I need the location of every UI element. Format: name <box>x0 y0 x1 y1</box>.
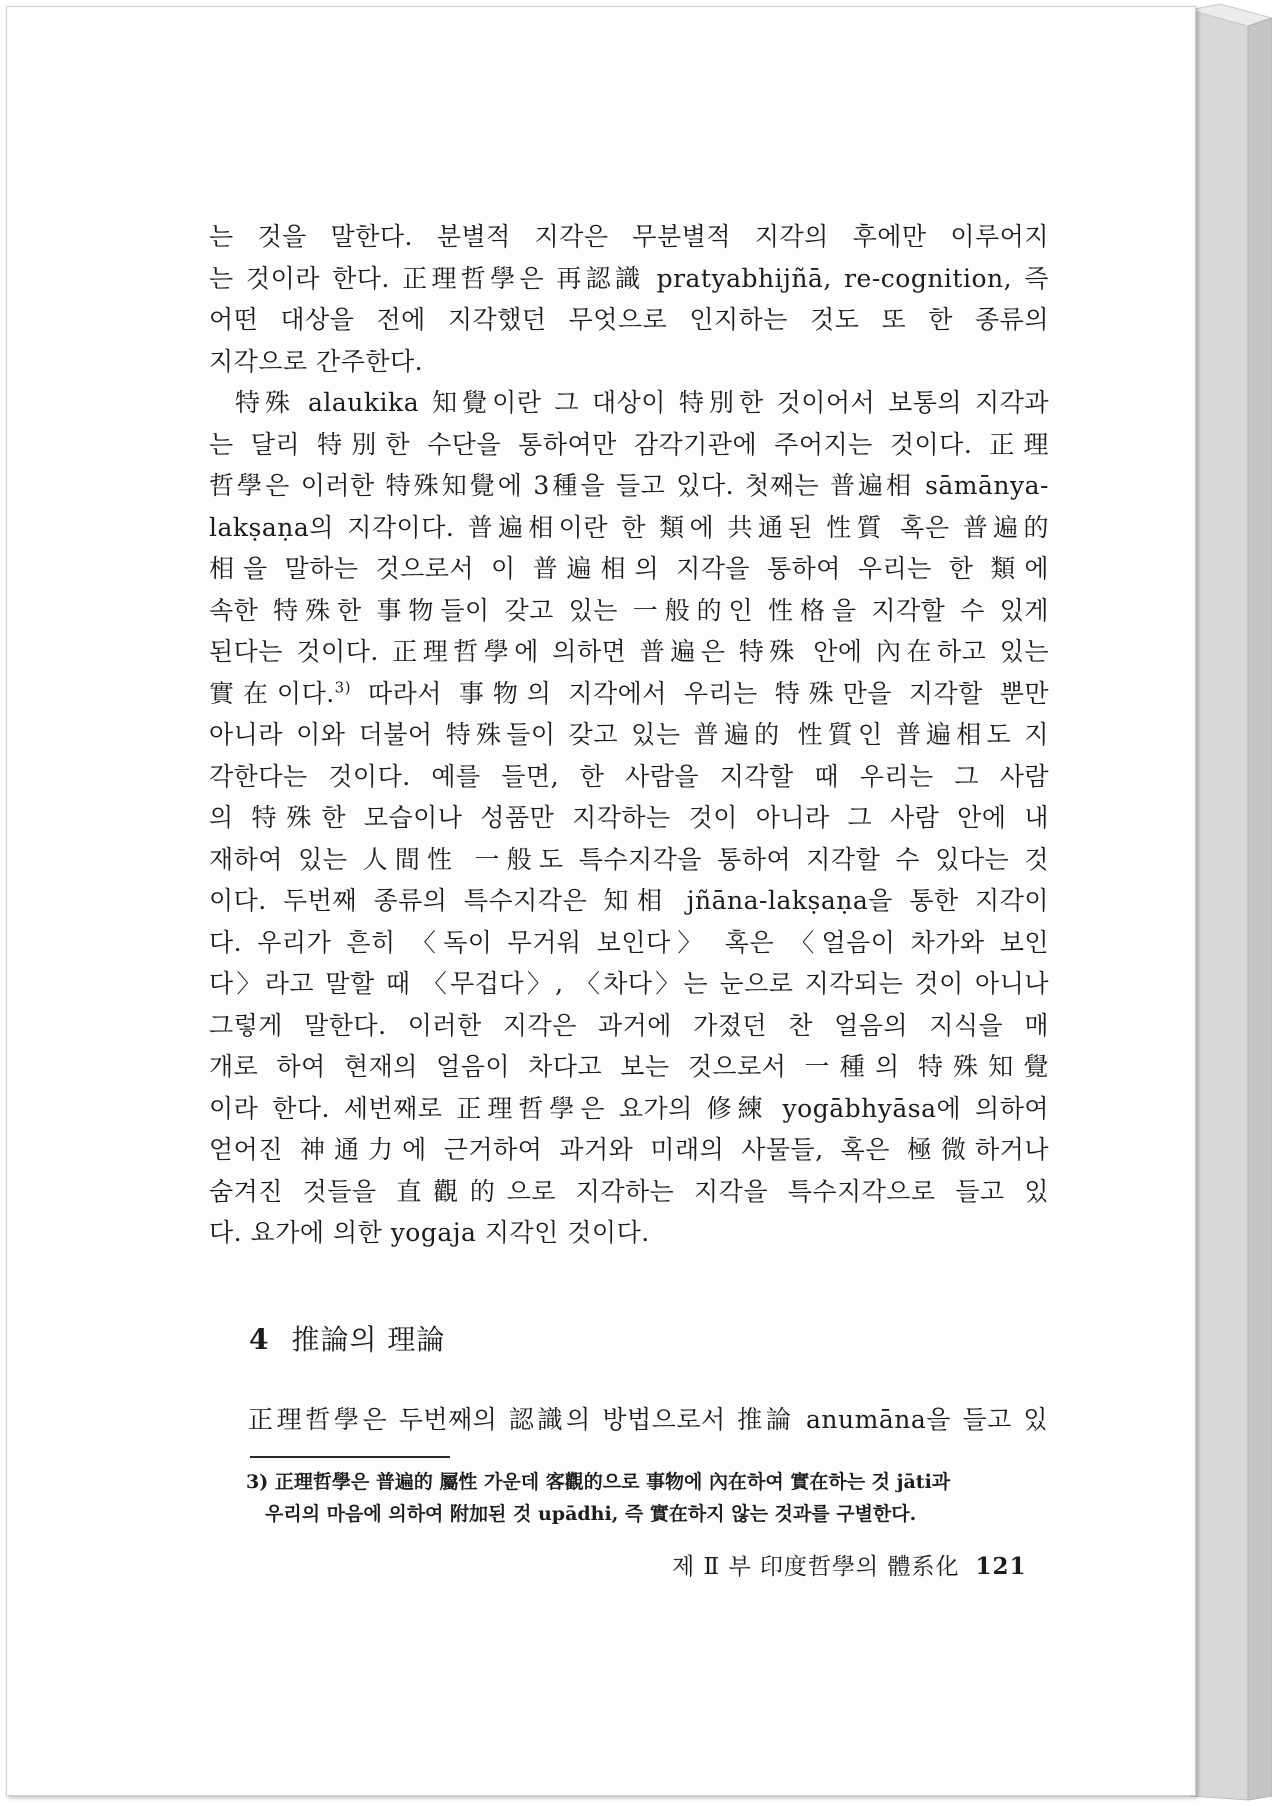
text-line: 그렇게 말한다. 이러한 지각은 과거에 가졌던 찬 얼음의 지식을 매 <box>209 1010 1049 1040</box>
text-line: 각한다는 것이다. 예를 들면, 한 사람을 지각할 때 우리는 그 사람 <box>209 761 1049 791</box>
paragraph-1 <box>209 216 1049 382</box>
text-line: 相을 말하는 것으로서 이 普遍相의 지각을 통하여 우리는 한 類에 <box>209 554 1049 583</box>
text-line: 지각으로 간주한다. <box>209 346 424 376</box>
text-line: 아니라 이와 더불어 特殊들이 갖고 있는 普遍的 性質인 普遍相도 지 <box>209 720 1049 749</box>
body-text <box>209 216 1049 1254</box>
text-segment: 따라서 事物의 지각에서 우리는 特殊만을 지각할 뿐만 <box>368 678 1049 708</box>
text-line: 이라 한다. 세번째로 正理哲學은 요가의 修練 yogābhyāsa에 의하여 <box>209 1093 1049 1123</box>
text-line: 特殊 alaukika 知覺이란 그 대상이 特別한 것이어서 보통의 지각과 <box>235 388 1049 417</box>
text-line: 다. 요가에 의한 yogaja 지각인 것이다. <box>209 1218 650 1247</box>
text-line: lakṣaṇa의 지각이다. 普遍相이란 한 類에 共通된 性質 혹은 普遍的 <box>209 512 1049 542</box>
text-line: 다. 우리가 흔히 〈독이 무거워 보인다〉 혹은 〈얼음이 차가와 보인 <box>209 927 1049 957</box>
footnote-divider <box>250 1456 450 1458</box>
text-line-with-footnote <box>209 673 1049 715</box>
running-footer <box>672 1548 1052 1581</box>
text-line: 재하여 있는 人間性 一般도 특수지각을 통하여 지각할 수 있다는 것 <box>209 844 1049 874</box>
text-line: 는 것이라 한다. 正理哲學은 再認識 pratyabhijñā, re-cognition, 즉 <box>209 263 1049 293</box>
footnote-marker: 3) <box>246 1471 269 1493</box>
text-line: 얻어진 神通力에 근거하여 과거와 미래의 사물들, 혹은 極微하거나 <box>209 1135 1049 1164</box>
text-line: 속한 特殊한 事物들이 갖고 있는 一般的인 性格을 지각할 수 있게 <box>209 595 1049 625</box>
paragraph-2 <box>209 382 1049 1254</box>
footnote-ref[interactable]: 3) <box>334 678 352 697</box>
footnote-text: 正理哲學은 普遍的 屬性 가운데 客觀的으로 事物에 內在하여 實在하는 것 jāti과 <box>274 1471 951 1493</box>
footnote <box>246 1466 1052 1530</box>
text-line: 숨겨진 것들을 直觀的으로 지각하는 지각을 특수지각으로 들고 있 <box>209 1176 1049 1206</box>
text-line: 의 特殊한 모습이나 성품만 지각하는 것이 아니라 그 사람 안에 내 <box>209 803 1049 832</box>
text-line: 개로 하여 현재의 얼음이 차다고 보는 것으로서 一種의 特殊知覺 <box>209 1052 1049 1081</box>
section-number: 4 <box>249 1323 270 1356</box>
section-heading <box>249 1318 445 1358</box>
text-line: 는 달리 特別한 수단을 통하여만 감각기관에 주어지는 것이다. 正理 <box>209 429 1049 459</box>
text-line: 는 것을 말한다. 분별적 지각은 무분별적 지각의 후에만 이루어지 <box>209 222 1049 251</box>
text-line: 된다는 것이다. 正理哲學에 의하면 普遍은 特殊 안에 內在하고 있는 <box>209 637 1049 666</box>
page-number: 121 <box>975 1553 1027 1580</box>
text-line: 哲學은 이러한 特殊知覺에 3種을 들고 있다. 첫째는 普遍相 sāmānya- <box>209 471 1049 500</box>
text-line: 이다. 두번째 종류의 특수지각은 知相 jñāna-lakṣaṇa을 통한 지각이 <box>209 886 1049 915</box>
text-line: 어떤 대상을 전에 지각했던 무엇으로 인지하는 것도 또 한 종류의 <box>209 305 1049 334</box>
section-title: 推論의 理論 <box>291 1323 446 1356</box>
text-segment: 實在이다. <box>209 678 335 708</box>
footer-part-title: 제 Ⅱ 부 印度哲學의 體系化 <box>672 1554 960 1580</box>
footnote-line <box>246 1466 1052 1498</box>
footnote-line: 우리의 마음에 의하여 附加된 것 upādhi, 즉 實在하지 않는 것과를 구별한다. <box>265 1503 917 1525</box>
section-first-line: 正理哲學은 두번째의 認識의 방법으로서 推論 anumāna을 들고 있 <box>248 1405 1048 1434</box>
text-line: 다〉라고 말할 때 〈무겁다〉, 〈차다〉는 눈으로 지각되는 것이 아니나 <box>209 969 1049 998</box>
book-page-edges <box>1190 0 1272 1806</box>
